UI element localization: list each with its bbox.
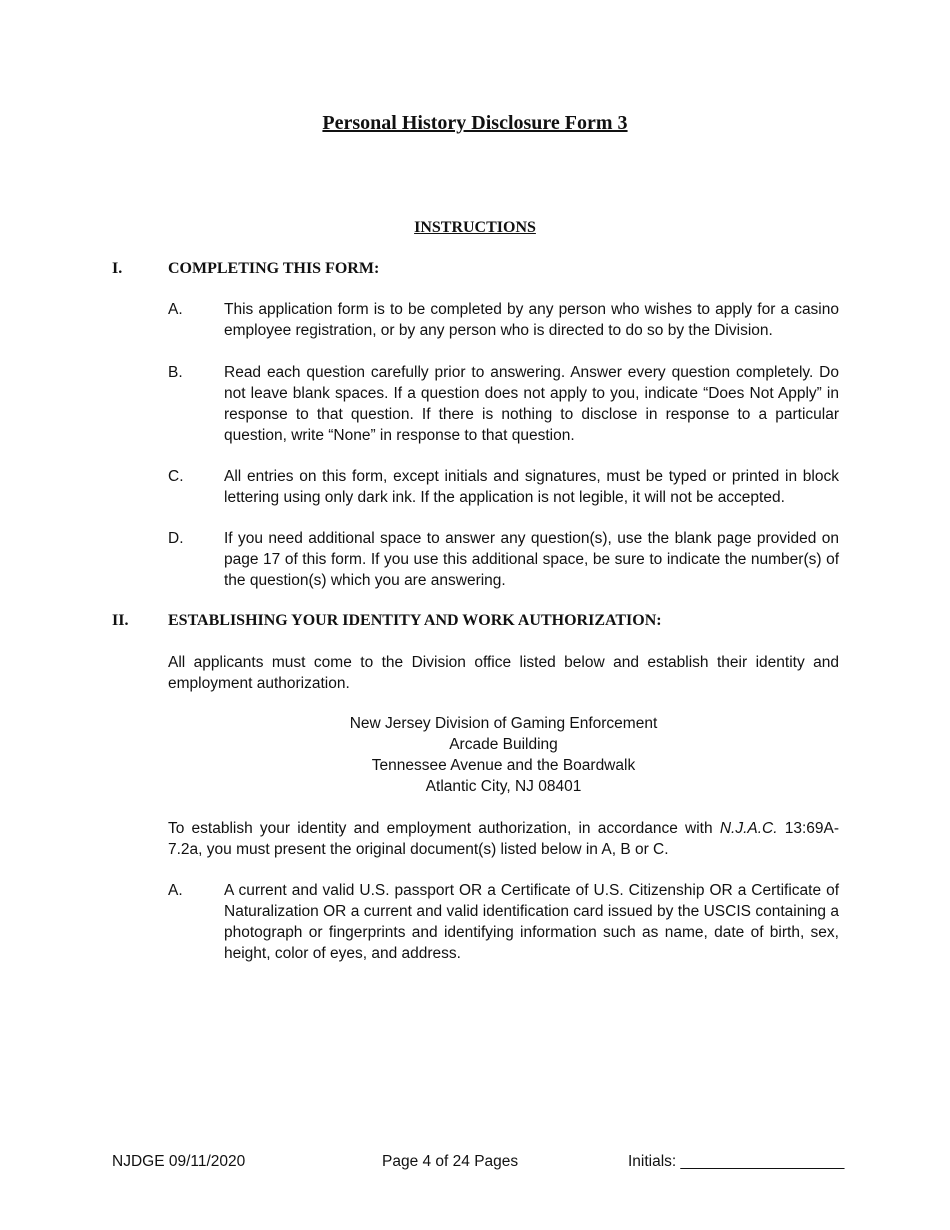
item-text: This application form is to be completed by any person who wishes to apply for a casino employee registration, or by any person who is directed to do so by the Division. bbox=[224, 301, 839, 339]
section-number: II. bbox=[112, 612, 129, 629]
item-text: All entries on this form, except initials and signatures, must be typed or printed in block lettering using only dark ink. If the application is not legible, it will not be accepted. bbox=[224, 468, 839, 506]
identity-intro: All applicants must come to the Division office listed below and establish their identity and employment authorization. bbox=[168, 654, 839, 692]
address-line: Tennessee Avenue and the Boardwalk bbox=[371, 757, 636, 774]
address-line: Arcade Building bbox=[449, 736, 558, 753]
instruction-item-b bbox=[168, 362, 839, 446]
footer-page-number: Page 4 of 24 Pages bbox=[382, 1153, 519, 1170]
establish-text-after: 13:69A-7.2a, you must present the original document(s) listed below in A, B or C. bbox=[168, 820, 839, 858]
item-text: If you need additional space to answer any question(s), use the blank page provided on page 17 of this form. If you use this additional space, be sure to indicate the number(s) of the question(s) which you are answering. bbox=[224, 530, 839, 589]
footer-initials-field: Initials: ___________________ bbox=[628, 1153, 845, 1170]
item-text: Read each question carefully prior to answering. Answer every question completely. Do not leave blank spaces. If a question does not apply to you, indicate “Does Not Apply” in response to that question. If there is nothing to disclose in response to a particular question, write “None” in response to that question. bbox=[224, 364, 839, 444]
instruction-item-a bbox=[168, 299, 839, 341]
item-letter: A. bbox=[168, 301, 183, 318]
instruction-item-d bbox=[168, 528, 839, 591]
item-letter: D. bbox=[168, 530, 184, 547]
item-text: A current and valid U.S. passport OR a Certificate of U.S. Citizenship OR a Certificate of Naturalization OR a current and valid identification card issued by the USCIS containing a photograph or fingerprints and identifying information such as name, date of birth, sex, height, color of eyes, and address. bbox=[224, 882, 839, 962]
footer-form-id: NJDGE 09/11/2020 bbox=[112, 1153, 246, 1170]
establish-identity-paragraph bbox=[168, 818, 839, 860]
page-title: Personal History Disclosure Form 3 bbox=[322, 112, 628, 134]
item-letter: A. bbox=[168, 882, 183, 899]
division-address bbox=[168, 713, 839, 797]
instructions-heading: INSTRUCTIONS bbox=[414, 219, 536, 236]
address-line: New Jersey Division of Gaming Enforcement bbox=[349, 715, 658, 732]
establish-text-before: To establish your identity and employment authorization, in accordance with bbox=[168, 820, 720, 837]
document-item-a bbox=[168, 880, 839, 964]
section-title: COMPLETING THIS FORM: bbox=[168, 260, 380, 277]
instruction-item-c bbox=[168, 466, 839, 508]
section-title: ESTABLISHING YOUR IDENTITY AND WORK AUTHORIZATION: bbox=[168, 612, 662, 629]
address-line: Atlantic City, NJ 08401 bbox=[425, 778, 582, 795]
item-letter: C. bbox=[168, 468, 184, 485]
citation: N.J.A.C. bbox=[719, 820, 778, 837]
section-number: I. bbox=[112, 260, 123, 277]
item-letter: B. bbox=[168, 364, 183, 381]
